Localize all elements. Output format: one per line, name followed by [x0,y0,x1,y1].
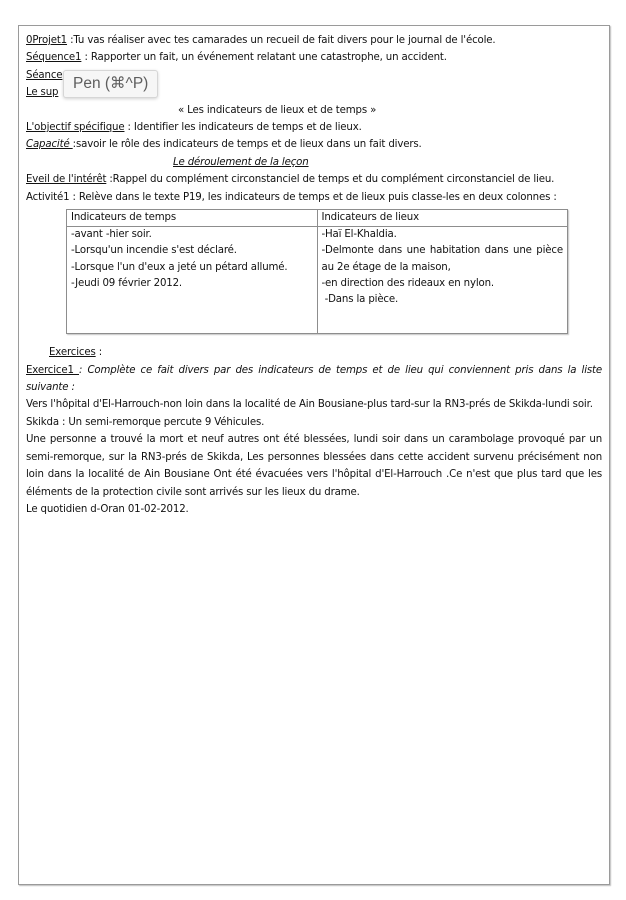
temps-item: -Lorsqu'un incendie s'est déclaré. [71,245,237,257]
article-paragraph: Une personne a trouvé la mort et neuf autres ont été blessées, lundi soir dans un carambolage provoqué par un semi-remorque, sur la RN3-prés de Skikda, Les personnes blessées dans cette accident survenu précisément non loin dans la localité de Ain Bousiane Ont été évacuées vers l'hôpital d'El-Harrouch .Ce n'est que plus tard que les éléments de la protection civile sont arrivés sur les lieux du drame. [26,434,602,498]
projet-line [26,32,602,49]
lesson-title: « Les indicateurs de lieux et de temps » [178,104,377,116]
lesson-heading [26,154,602,171]
table-row [67,227,568,334]
lieux-item: -Haï El-Khaldia. [321,229,397,241]
lieux-item: -en direction des rideaux en nylon. [321,277,494,289]
indicators-table [66,209,568,334]
capacite-text: :savoir le rôle des indicateurs de temps et de lieux dans un fait divers. [72,139,422,151]
eveil-label: Eveil de l'intérêt [26,174,107,186]
lieux-item: -Dans la pièce. [321,294,399,306]
article-headline: Skikda : Un semi-remorque percute 9 Véhicules. [26,416,265,428]
pen-tool-tooltip: Pen (⌘^P) [63,70,158,98]
eveil-text: :Rappel du complément circonstanciel de temps et du complément circonstanciel de lieu. [106,174,555,186]
objectif-label: L'objectif spécifique [26,122,125,134]
lesson-heading-text: Le déroulement de la leçon [173,156,309,168]
capacite-line [26,136,602,153]
objectif-line [26,119,602,136]
exercices-title-suffix: : [95,347,103,359]
exercice1-paragraph [26,362,602,397]
lieux-item: -Delmonte dans une habitation dans une pièce au 2e étage de la maison, [321,245,563,273]
sequence-label: Séquence1 [26,52,82,64]
table-header-row [67,210,568,227]
article-source: Le quotidien d-Oran 01-02-2012. [26,503,189,515]
objectif-text: : Identifier les indicateurs de temps et de lieux. [124,122,362,134]
sequence-text: : Rapporter un fait, un événement relatant une catastrophe, un accident. [81,52,447,64]
word-list: Vers l'hôpital d'El-Harrouch-non loin dans la localité de Ain Bousiane-plus tard-sur la RN3-prés de Skikda-lundi soir. [26,399,593,411]
exercice1-text: : Complète ce fait divers par des indicateurs de temps et de lieu qui conviennent pris dans la liste suivante : [26,364,603,394]
activite-paragraph: Activité1 : Relève dans le texte P19, les indicateurs de temps et de lieux puis classe-les en deux colonnes : [26,191,557,203]
capacite-label: Capacité [26,139,73,151]
header-lieux: Indicateurs de lieux [317,210,568,227]
projet-label: 0Projet1 [26,35,68,46]
lieux-cell [317,227,568,334]
eveil-paragraph [26,171,602,188]
header-temps: Indicateurs de temps [67,210,318,227]
document-page [18,25,610,885]
exercices-heading [26,344,602,361]
seance-label: Séance [26,69,63,81]
temps-item: -Lorsque l'un d'eux a jeté un pétard allumé. [71,261,288,273]
temps-cell [67,227,318,334]
projet-text: :Tu vas réaliser avec tes camarades un recueil de fait divers pour le journal de l'école. [67,35,496,46]
temps-item: -Jeudi 09 février 2012. [71,277,183,289]
sequence-line [26,49,602,66]
document-content [26,32,602,518]
temps-item: -avant -hier soir. [71,229,152,241]
exercices-title: Exercices [49,347,96,359]
exercice1-label: Exercice1 [26,364,79,376]
support-label: Le sup [26,87,59,99]
